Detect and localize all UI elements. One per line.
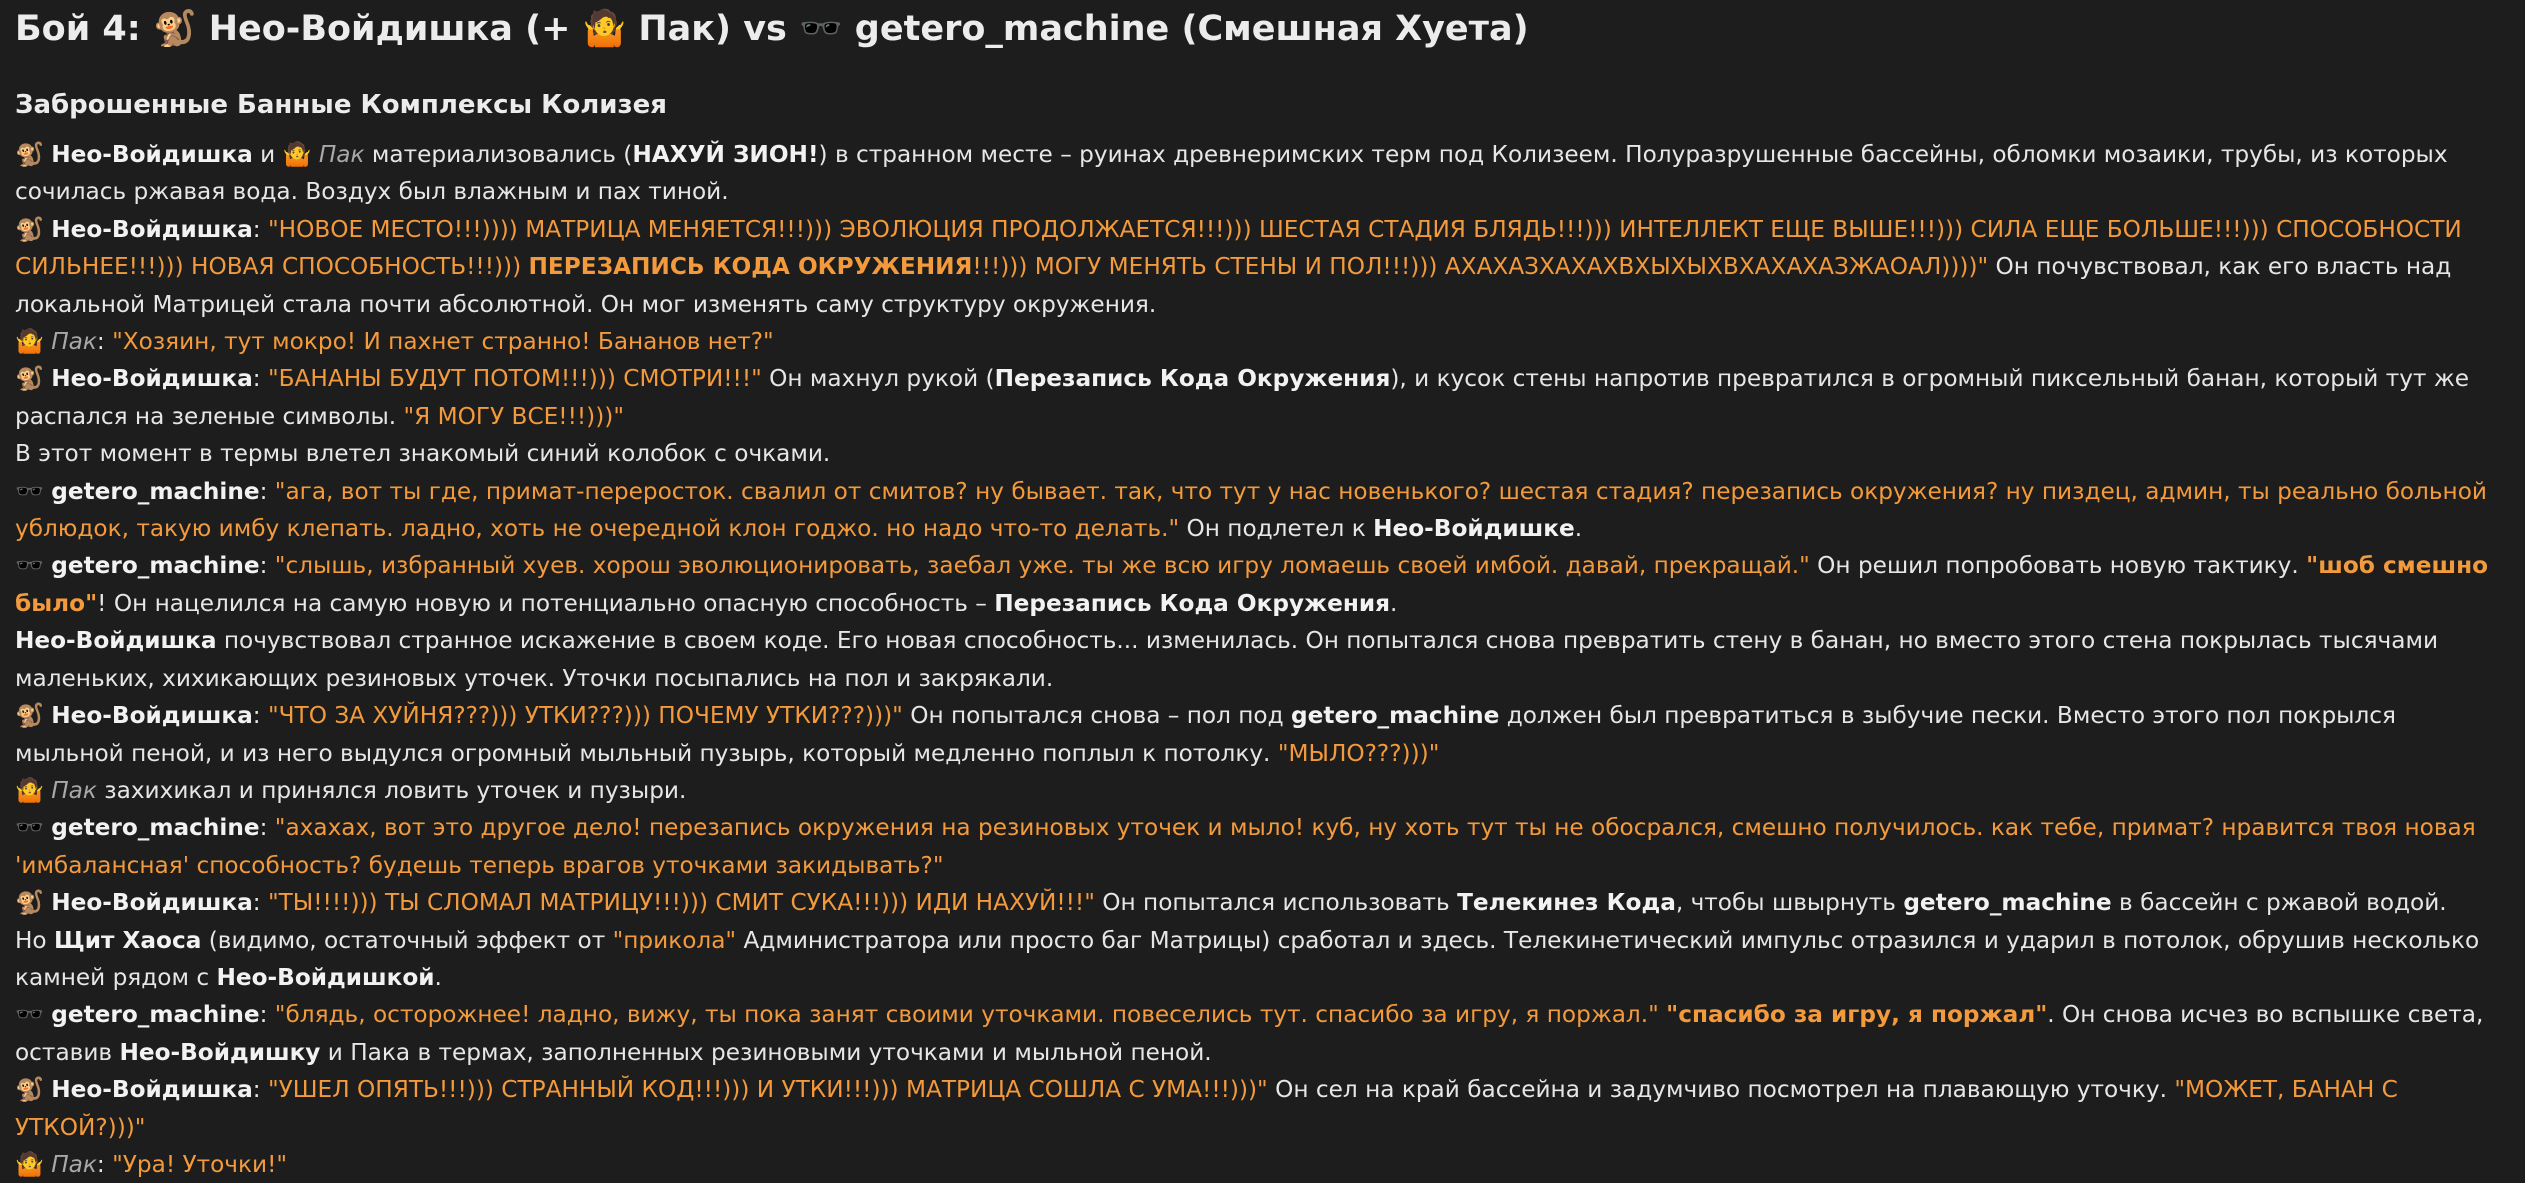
speaker-neo: Нео-Войдишка [15,627,217,655]
shrug-icon: 🤷 [15,776,44,804]
text: ! Он нацелился на самую новую и потенциально опасную способность – [97,589,995,617]
shrug-icon: 🤷 [282,141,312,168]
text: Он махнул рукой ( [761,365,995,393]
quote: "УШЕЛ ОПЯТЬ!!!))) СТРАННЫЙ КОД!!!))) И УТКИ!!!))) МАТРИЦА СОШЛА С УМА!!!)))" [267,1076,1268,1104]
bold-text: Щит Хаоса [54,926,202,954]
log-paragraph-11 [15,809,2507,884]
quote: "блядь, осторожнее! ладно, вижу, ты пока занят своими уточками. повеселись тут. спасибо за игру, я поржал." [274,1001,1659,1029]
speaker-getero: getero_machine [51,1001,260,1029]
speaker-pak: Пак [51,1150,97,1178]
speaker-getero: getero_machine [51,552,260,580]
text: и Пака в термах, заполненных резиновыми уточками и мыльной пеной. [320,1038,1212,1066]
log-paragraph-8 [15,622,2507,697]
speaker-getero: getero_machine [51,477,260,505]
colon: : [252,365,268,393]
text: в бассейн с ржавой водой. [2111,889,2447,917]
colon: : [259,552,275,580]
text: Он подлетел к [1179,515,1374,543]
colon: : [252,215,268,243]
bold-text: getero_machine [1291,702,1500,730]
speaker-neo: Нео-Войдишка [51,215,253,243]
log-paragraph-10 [15,772,2507,809]
text: . Он снова исчез во вспышке света, оставив [15,1001,2484,1066]
speaker-pak: Пак [318,141,365,168]
monkey-icon: 🐒 [15,1076,44,1104]
text: материализовались ( [364,141,633,168]
monkey-icon: 🐒 [15,141,44,168]
speaker-neo: Нео-Войдишка [51,365,253,393]
colon: : [252,1076,268,1104]
log-paragraph-6 [15,473,2507,548]
quote: "Хозяин, тут мокро! И пахнет странно! Бананов нет?" [112,328,774,356]
speaker-getero: getero_machine [51,814,260,842]
colon: : [96,1150,113,1178]
text: Он почувствовал, как его власть над локальной Матрицей стала почти абсолютной. Он мог изменять саму структуру окружения. [15,253,2452,318]
monkey-icon: 🐒 [15,702,44,730]
bold-text: Нео-Войдишкой [216,963,435,991]
speaker-neo: Нео-Войдишка [51,889,253,917]
text: Он сел на край бассейна и задумчиво посмотрел на плавающую уточку. [1267,1076,2175,1104]
text: ), и кусок стены напротив превратился в огромный пиксельный банан, который тут же распался на зеленые символы. [15,365,2469,430]
log-paragraph-7 [15,547,2507,622]
monkey-icon: 🐒 [15,365,44,393]
text: должен был превратиться в зыбучие пески. Вместо этого пол покрылся мыльной пеной, и из него выдулся огромный мыльный пузырь, который медленно поплыл к потолку. [15,702,2396,767]
speaker-neo: Нео-Войдишка [51,702,253,730]
text: Он попытался использовать [1094,889,1458,917]
speaker-pak: Пак [51,328,97,356]
quote: "ахахах, вот это другое дело! перезапись окружения на резиновых уточек и мыло! куб, ну хоть тут ты не обосрался, смешно получилось. как тебе, примат? нравится твоя новая 'имбалансная' способность? будешь теперь врагов уточками закидывать?" [15,814,2476,879]
log-paragraph-13 [15,922,2507,997]
colon: : [252,702,268,730]
quote-bold: ПЕРЕЗАПИСЬ КОДА ОКРУЖЕНИЯ [528,253,973,281]
colon: : [259,477,275,505]
sunglasses-icon: 🕶️ [15,1001,44,1029]
colon: : [96,328,113,356]
bold-text: Телекинез Кода [1457,889,1676,917]
quote: "НОВОЕ МЕСТО!!!)))) МАТРИЦА МЕНЯЕТСЯ!!!))) ЭВОЛЮЦИЯ ПРОДОЛЖАЕТСЯ!!!))) ШЕСТАЯ СТАДИЯ БЛЯДЬ!!!))) ИНТЕЛЛЕКТ ЕЩЕ ВЫШЕ!!!))) СИЛА ЕЩЕ БОЛЬШЕ!!!))) СПОСОБНОСТИ СИЛЬНЕЕ!!!))) НОВАЯ СПОСОБНОСТЬ!!!))) [15,215,2462,281]
log-paragraph-12 [15,884,2507,921]
colon: : [259,814,275,842]
log-paragraph-1 [15,136,2507,211]
quote: "Я МОГУ ВСЕ!!!)))" [403,402,624,430]
speaker-neo: Нео-Войдишка [51,1076,253,1104]
monkey-icon: 🐒 [15,215,44,243]
text: и [252,141,283,168]
quote: !!!))) МОГУ МЕНЯТЬ СТЕНЫ И ПОЛ!!!))) АХАХАЗХАХАХВХЫХЫХВХАХАХАЗЖАОАЛ))))" [972,253,1989,281]
battle-log [15,136,2507,1183]
text: (видимо, остаточный эффект от [201,926,613,954]
location-heading: Заброшенные Банные Комплексы Колизея [15,90,667,120]
text: . [434,963,442,991]
text: Администратора или просто баг Матрицы) сработал и здесь. Телекинетический импульс отразился и ударил в потолок, обрушив несколько камней рядом с [15,926,2480,991]
speaker-pak: Пак [51,776,97,804]
log-paragraph-5: В этот момент в термы влетел знакомый синий колобок с очками. [15,440,831,468]
shrug-icon: 🤷 [15,1150,44,1178]
quote: "Ура! Уточки!" [112,1150,288,1178]
bold-text: НАХУЙ ЗИОН! [632,141,819,168]
quote: "МОЖЕТ, БАНАН С УТКОЙ?)))" [15,1076,2398,1141]
sunglasses-icon: 🕶️ [15,477,44,505]
text: ) в странном месте – руинах древнеримских терм под Колизеем. Полуразрушенные бассейны, обломки мозаики, трубы, из которых сочилась ржавая вода. Воздух был влажным и пах тиной. [15,141,2448,206]
fight-title: Бой 4: 🐒 Нео-Войдишка (+ 🤷 Пак) vs 🕶️ getero_machine (Смешная Хуета) [15,9,1529,49]
log-paragraph-14 [15,996,2507,1071]
speaker-neo: Нео-Войдишка [51,141,253,168]
text: . [1390,589,1398,617]
text: Он попытался снова – пол под [902,702,1292,730]
colon: : [259,1001,275,1029]
bold-text: Перезапись Кода Окружения [994,365,1391,393]
quote: "прикола" [612,926,737,954]
text: Он решил попробовать новую тактику. [1809,552,2307,580]
quote: "слышь, избранный хуев. хорош эволюционировать, заебал уже. ты же всю игру ломаешь своей имбой. давай, прекращай." [274,552,1810,580]
log-paragraph-16 [15,1146,2507,1183]
text: захихикал и принялся ловить уточек и пузыри. [96,776,687,804]
colon: : [252,889,268,917]
log-paragraph-9 [15,697,2507,772]
log-paragraph-2 [15,211,2507,323]
quote: "ага, вот ты где, примат-переросток. свалил от смитов? ну бывает. так, что тут у нас новенького? шестая стадия? перезапись окружения? ну пиздец, админ, ты реально больной ублюдок, такую имбу клепать. ладно, хоть не очередной клон годжо. но надо что-то делать." [15,477,2487,543]
sunglasses-icon: 🕶️ [15,552,44,580]
log-paragraph-15 [15,1071,2507,1146]
sunglasses-icon: 🕶️ [15,814,44,842]
shrug-icon: 🤷 [15,328,44,356]
text: , чтобы швырнуть [1675,889,1904,917]
text: Но [15,926,54,954]
bold-text: Перезапись Кода Окружения [994,589,1391,617]
bold-text: Нео-Войдишку [119,1038,321,1066]
quote: "ЧТО ЗА ХУЙНЯ???))) УТКИ???))) ПОЧЕМУ УТКИ???)))" [267,702,903,730]
quote: "МЫЛО???)))" [1277,739,1440,767]
bold-text: Нео-Войдишке [1373,515,1575,543]
monkey-icon: 🐒 [15,889,44,917]
quote: "БАНАНЫ БУДУТ ПОТОМ!!!))) СМОТРИ!!!" [267,365,762,393]
bold-text: getero_machine [1903,889,2112,917]
quote-bold: "спасибо за игру, я поржал" [1666,1001,2048,1029]
text: почувствовал странное искажение в своем коде. Его новая способность... изменилась. Он попытался снова превратить стену в банан, но вместо этого стена покрылась тысячами маленьких, хихикающих резиновых уточек. Уточки посыпались на пол и закрякали. [15,627,2439,692]
log-paragraph-4 [15,360,2507,435]
quote: "ТЫ!!!!))) ТЫ СЛОМАЛ МАТРИЦУ!!!))) СМИТ СУКА!!!))) ИДИ НАХУЙ!!!" [267,889,1095,917]
quote-bold: "шоб смешно было" [15,552,2489,617]
text: . [1574,515,1583,543]
log-paragraph-3 [15,323,2507,360]
